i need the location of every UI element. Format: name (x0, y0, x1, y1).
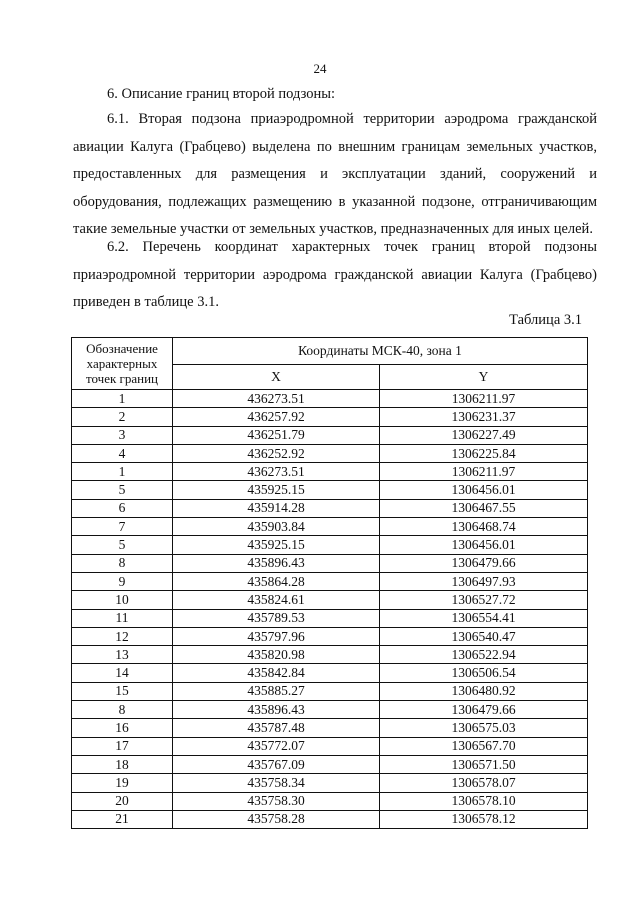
cell-x: 435903.84 (173, 518, 380, 536)
cell-x: 435767.09 (173, 755, 380, 773)
coordinates-table (71, 337, 588, 829)
cell-point: 5 (72, 536, 173, 554)
cell-y: 1306467.55 (380, 499, 588, 517)
table-row (72, 664, 588, 682)
cell-y: 1306225.84 (380, 444, 588, 462)
table-row (72, 499, 588, 517)
cell-x: 435925.15 (173, 536, 380, 554)
cell-x: 435896.43 (173, 701, 380, 719)
cell-x: 435787.48 (173, 719, 380, 737)
table-row (72, 408, 588, 426)
cell-x: 435824.61 (173, 591, 380, 609)
cell-y: 1306578.07 (380, 774, 588, 792)
header-coords: Координаты МСК-40, зона 1 (173, 338, 588, 365)
cell-point: 1 (72, 390, 173, 408)
cell-point: 2 (72, 408, 173, 426)
cell-point: 19 (72, 774, 173, 792)
cell-point: 9 (72, 572, 173, 590)
cell-x: 435797.96 (173, 627, 380, 645)
cell-point: 10 (72, 591, 173, 609)
cell-y: 1306571.50 (380, 755, 588, 773)
table-row (72, 444, 588, 462)
cell-x: 436251.79 (173, 426, 380, 444)
table-row (72, 572, 588, 590)
cell-x: 435758.34 (173, 774, 380, 792)
table-row (72, 810, 588, 828)
cell-point: 4 (72, 444, 173, 462)
table-row (72, 755, 588, 773)
cell-point: 8 (72, 554, 173, 572)
cell-y: 1306575.03 (380, 719, 588, 737)
cell-point: 21 (72, 810, 173, 828)
page-number: 24 (313, 61, 327, 76)
table-row (72, 609, 588, 627)
cell-point: 15 (72, 682, 173, 700)
table-row (72, 719, 588, 737)
cell-y: 1306567.70 (380, 737, 588, 755)
table-row (72, 554, 588, 572)
cell-point: 14 (72, 664, 173, 682)
table-row (72, 536, 588, 554)
cell-point: 20 (72, 792, 173, 810)
paragraph-2-container (73, 234, 597, 317)
cell-x: 435864.28 (173, 572, 380, 590)
cell-y: 1306522.94 (380, 646, 588, 664)
table-row (72, 682, 588, 700)
cell-y: 1306468.74 (380, 518, 588, 536)
table-row (72, 737, 588, 755)
cell-point: 17 (72, 737, 173, 755)
cell-x: 435772.07 (173, 737, 380, 755)
cell-y: 1306578.12 (380, 810, 588, 828)
cell-point: 16 (72, 719, 173, 737)
cell-x: 435789.53 (173, 609, 380, 627)
table-row (72, 463, 588, 481)
table-row (72, 701, 588, 719)
cell-y: 1306479.66 (380, 554, 588, 572)
cell-x: 435925.15 (173, 481, 380, 499)
table-row (72, 481, 588, 499)
header-points: Обозначение характерных точек границ (72, 338, 173, 390)
cell-point: 5 (72, 481, 173, 499)
table-row (72, 627, 588, 645)
cell-y: 1306497.93 (380, 572, 588, 590)
table-row (72, 426, 588, 444)
table-body (72, 390, 588, 829)
cell-x: 436273.51 (173, 390, 380, 408)
section-heading: 6. Описание границ второй подзоны: (107, 86, 335, 102)
cell-y: 1306211.97 (380, 463, 588, 481)
cell-x: 435914.28 (173, 499, 380, 517)
cell-x: 435820.98 (173, 646, 380, 664)
cell-x: 435758.28 (173, 810, 380, 828)
cell-x: 435885.27 (173, 682, 380, 700)
cell-y: 1306211.97 (380, 390, 588, 408)
cell-y: 1306554.41 (380, 609, 588, 627)
cell-y: 1306527.72 (380, 591, 588, 609)
paragraph-1-container (73, 106, 597, 244)
table-row (72, 390, 588, 408)
cell-x: 435896.43 (173, 554, 380, 572)
table-caption: Таблица 3.1 (509, 312, 582, 328)
cell-point: 12 (72, 627, 173, 645)
cell-point: 13 (72, 646, 173, 664)
cell-y: 1306480.92 (380, 682, 588, 700)
table-row (72, 792, 588, 810)
cell-point: 7 (72, 518, 173, 536)
paragraph-2: 6.2. Перечень координат характерных точек границ второй подзоны приаэродромной территории аэродрома гражданской авиации Калуга (Грабцево) приведен в таблице 3.1. (73, 239, 597, 310)
table-row (72, 518, 588, 536)
cell-y: 1306456.01 (380, 536, 588, 554)
table-row (72, 646, 588, 664)
cell-x: 436252.92 (173, 444, 380, 462)
cell-x: 436273.51 (173, 463, 380, 481)
cell-y: 1306231.37 (380, 408, 588, 426)
cell-point: 11 (72, 609, 173, 627)
table-row (72, 591, 588, 609)
header-x: X (173, 365, 380, 390)
cell-y: 1306479.66 (380, 701, 588, 719)
table-row (72, 774, 588, 792)
cell-x: 436257.92 (173, 408, 380, 426)
cell-point: 18 (72, 755, 173, 773)
cell-point: 3 (72, 426, 173, 444)
header-y: Y (380, 365, 588, 390)
cell-y: 1306506.54 (380, 664, 588, 682)
cell-y: 1306578.10 (380, 792, 588, 810)
cell-x: 435842.84 (173, 664, 380, 682)
cell-y: 1306540.47 (380, 627, 588, 645)
cell-y: 1306227.49 (380, 426, 588, 444)
cell-y: 1306456.01 (380, 481, 588, 499)
cell-point: 6 (72, 499, 173, 517)
cell-point: 8 (72, 701, 173, 719)
paragraph-1: 6.1. Вторая подзона приаэродромной территории аэродрома гражданской авиации Калуга (Грабцево) выделена по внешним границам земельных участков, предоставленных для размещения и эксплуатации зданий, сооружений и оборудования, подлежащих размещению в указанной подзоне, отграничивающим такие земельные участки от земельных участков, предназначенных для иных целей. (73, 111, 597, 237)
cell-point: 1 (72, 463, 173, 481)
cell-x: 435758.30 (173, 792, 380, 810)
